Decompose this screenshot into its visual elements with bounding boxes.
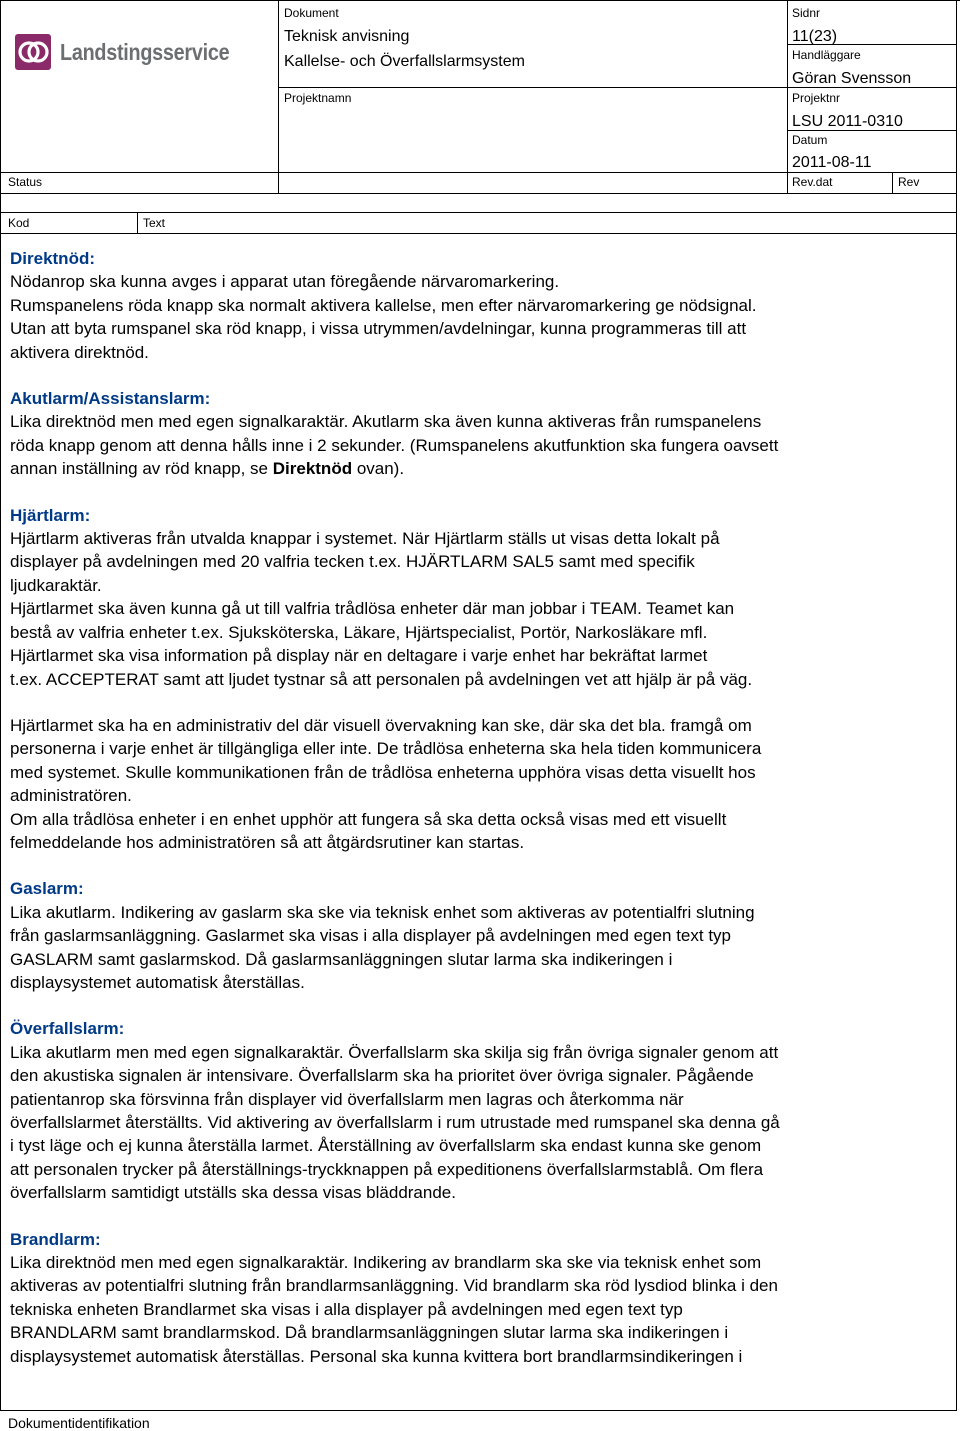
para-line: BRANDLARM samt brandlarmskod. Då brandlarmsanläggningen slutar larma ska indikeringen i [10, 1323, 729, 1343]
header-hline-bottom [0, 193, 956, 194]
para-line: överfallslarm samtidigt utställs ska dessa visas bläddrande. [10, 1183, 456, 1203]
para-line: GASLARM samt gaslarmskod. Då gaslarmsanläggningen slutar larma ska indikeringen i [10, 949, 673, 969]
table-hline-top [0, 212, 956, 213]
para-line: Lika akutlarm men med egen signalkaraktär. Överfallslarm ska skilja sig från övriga signaler genom att [10, 1042, 779, 1062]
header-hline-status [0, 172, 956, 173]
para-line: Utan att byta rumspanel ska röd knapp, i vissa utrymmen/avdelningar, kunna programmeras till att [10, 319, 747, 339]
para-text: annan inställning av röd knapp, se [10, 459, 273, 479]
para-line: personerna i varje enhet är tillgängliga eller inte. De trådlösa enheterna ska hela tiden kommunicera [10, 739, 762, 759]
header-vline-1 [278, 0, 279, 193]
para-line: administratören. [10, 786, 132, 806]
logo-mark-icon [14, 33, 52, 71]
value-handlaggare: Göran Svensson [792, 70, 912, 87]
label-text: Text [143, 216, 166, 230]
label-datum: Datum [792, 133, 828, 147]
para-line: patientanrop ska försvinna från displayer vid överfallslarm men lagras och återkomma när [10, 1089, 684, 1109]
bold-direktnod: Direktnöd [272, 459, 353, 479]
para-line: Lika direktnöd men med egen signalkaraktär. Indikering av brandlarm ska ske via teknisk enhet som [10, 1253, 762, 1273]
para-line: displayer på avdelningen med 20 valfria tecken t.ex. HJÄRTLARM SAL5 samt med specifik [10, 552, 695, 572]
table-hline-mid [0, 233, 956, 234]
para-line: Lika akutlarm. Indikering av gaslarm ska ske via teknisk enhet som aktiveras av potentialfri slutning [10, 902, 755, 922]
doc-title-line2: Kallelse- och Överfallslarmsystem [284, 53, 525, 70]
para-line: felmeddelande hos administratören så att åtgärdsrutiner kan startas. [10, 832, 525, 852]
label-dokument: Dokument [284, 6, 339, 20]
para-line: aktiveras av potentialfri slutning från brandlarmsanläggning. Vid brandlarm ska röd lysdiod blinka i den [10, 1276, 778, 1296]
para-line: Lika direktnöd men med egen signalkaraktär. Akutlarm ska även kunna aktiveras från rumspanelens [10, 412, 762, 432]
table-vline-kod [137, 212, 138, 233]
para-line: tekniska enheten Brandlarmet ska visas i alla displayer på avdelningen med egen text typ [10, 1299, 683, 1319]
para-line: från gaslarmsanläggning. Gaslarmet ska visas i alla displayer på avdelningen med egen text typ [10, 926, 732, 946]
doc-title-line1: Teknisk anvisning [284, 28, 410, 45]
header-border-top [0, 0, 960, 1]
label-revdat: Rev.dat [792, 175, 833, 189]
para-line: displaysystemet automatisk återställas. [10, 972, 305, 992]
value-sidnr: 11(23) [792, 28, 838, 45]
heading-hjartlarm: Hjärtlarm: [10, 505, 91, 525]
heading-direktnod: Direktnöd: [10, 249, 95, 268]
header-border-right [956, 0, 957, 1411]
page-border-bottom [0, 1410, 957, 1411]
heading-brandlarm: Brandlarm: [10, 1229, 101, 1249]
document-body [10, 247, 955, 1368]
para-line: aktivera direktnöd. [10, 342, 149, 362]
label-kod: Kod [8, 216, 30, 230]
para-line: Hjärtlarm aktiveras från utvalda knappar i systemet. När Hjärtlarm ställs ut visas detta lokalt på [10, 529, 720, 549]
label-rev: Rev [898, 175, 920, 189]
label-projektnamn: Projektnamn [284, 91, 352, 105]
label-sidnr: Sidnr [792, 6, 821, 20]
heading-overfallslarm: Överfallslarm: [10, 1019, 125, 1039]
logo-text: Landstingsservice [60, 38, 230, 65]
heading-gaslarm: Gaslarm: [10, 879, 84, 899]
para-line: Nödanrop ska kunna avges i apparat utan föregående närvaromarkering. [10, 272, 560, 292]
para-line: Hjärtlarmet ska ha en administrativ del där visuell övervakning kan ske, där ska det bla. framgå om [10, 715, 752, 735]
label-status: Status [8, 175, 43, 189]
label-handlaggare: Handläggare [792, 48, 861, 62]
value-datum: 2011-08-11 [792, 154, 872, 171]
heading-akutlarm: Akutlarm/Assistanslarm: [10, 389, 211, 409]
para-line: t.ex. ACCEPTERAT samt att ljudet tystnar så att personalen på avdelningen vet att hjälp är på väg. [10, 669, 753, 689]
header-vline-rev [892, 172, 893, 193]
value-projektnr: LSU 2011-0310 [792, 113, 903, 130]
para-line [10, 457, 955, 480]
para-line: i tyst läge och ej kunna återställa larmet. Återställning av överfallslarm ska endast kunna ske genom [10, 1136, 762, 1156]
para-line: Om alla trådlösa enheter i en enhet upphör att fungera så ska detta också visas med ett visuellt [10, 809, 727, 829]
header-vline-2 [787, 0, 788, 193]
label-projektnr: Projektnr [792, 91, 841, 105]
para-line: Hjärtlarmet ska visa information på display när en deltagare i varje enhet har bekräftat larmet [10, 646, 708, 666]
para-line: att personalen trycker på återställnings-tryckknappen på expeditionens överfallslarmstablå. Om flera [10, 1159, 764, 1179]
para-line: Hjärtlarmet ska även kunna gå ut till valfria trådlösa enheter där man jobbar i TEAM. Teamet kan [10, 599, 735, 619]
para-line: displaysystemet automatisk återställas. Personal ska kunna kvittera bort brandlarmsindikeringen i [10, 1346, 743, 1366]
para-line: med systemet. Skulle kommunikationen från de trådlösa enheterna upphöra visas detta visuellt hos [10, 762, 756, 782]
para-line: Rumspanelens röda knapp ska normalt aktivera kallelse, men efter närvaromarkering ge nödsignal. [10, 295, 757, 315]
para-line: bestå av valfria enheter t.ex. Sjuksköterska, Läkare, Hjärtspecialist, Portör, Narkosläkare mfl. [10, 622, 708, 642]
para-line: den akustiska signalen är intensivare. Överfallslarm ska ha prioritet över övriga signaler. Pågående [10, 1066, 754, 1086]
para-line: ljudkaraktär. [10, 575, 102, 595]
footer-dokumentidentifikation: Dokumentidentifikation [8, 1415, 150, 1431]
landstingsservice-logo [14, 33, 257, 71]
para-line: röda knapp genom att denna hålls inne i 2 sekunder. (Rumspanelens akutfunktion ska fungera oavsett [10, 435, 779, 455]
para-text: ovan). [352, 459, 405, 479]
para-line: överfallslarmet återställts. Vid aktivering av överfallslarm i rum utrustade med rumspanel ska denna gå [10, 1113, 780, 1132]
